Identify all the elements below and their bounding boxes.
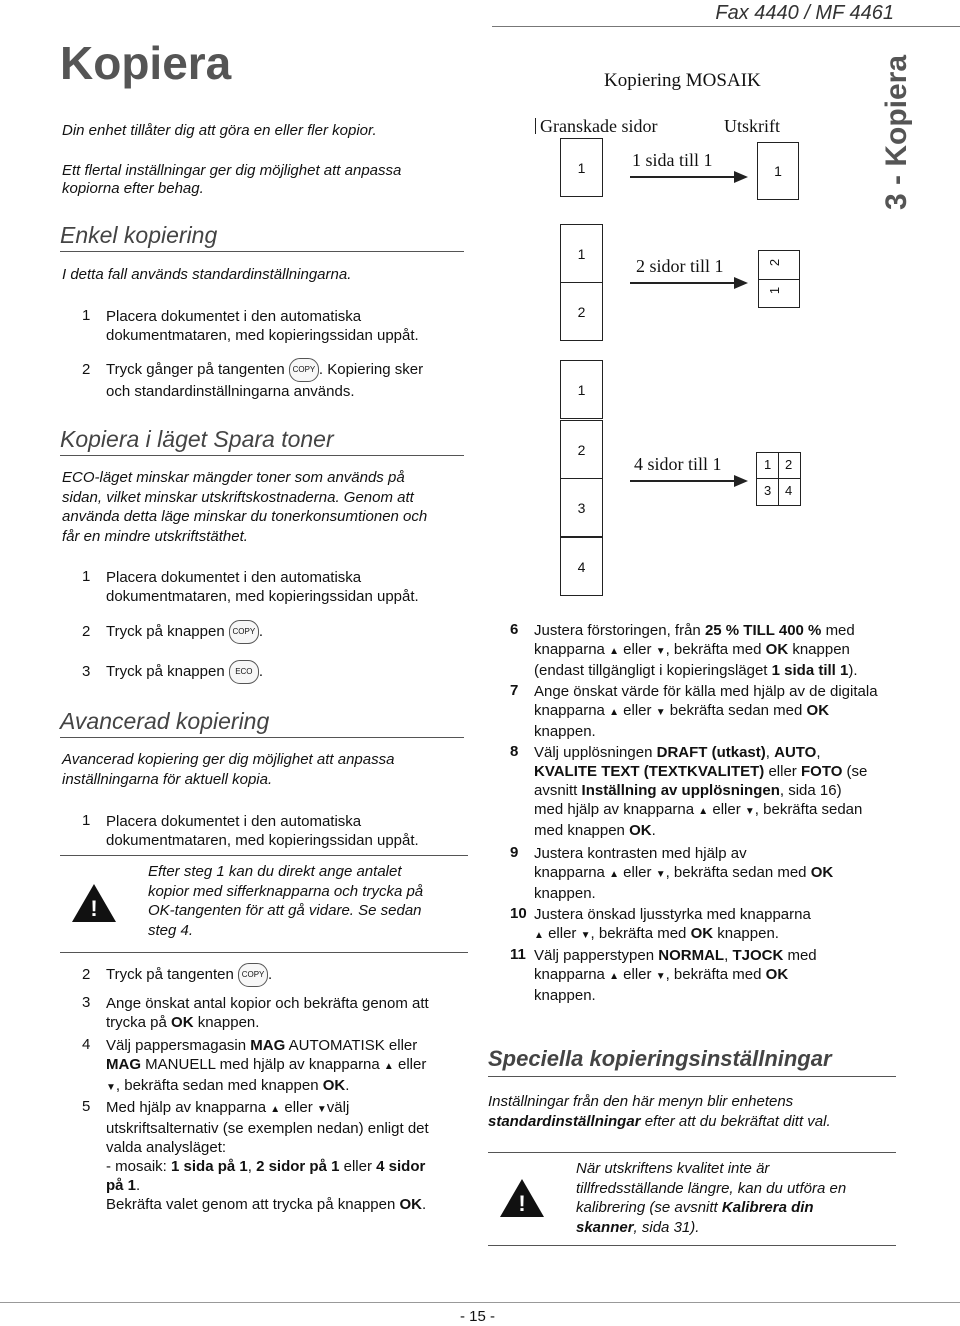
bold-term: AUTO [774, 744, 817, 761]
exclamation-glyph: ! [518, 1191, 526, 1216]
down-arrow-icon: ▼ [655, 869, 666, 880]
page-number: 4 [785, 483, 793, 498]
ok-label: OK [810, 864, 834, 881]
step-number: 8 [510, 743, 519, 760]
step-text: med [787, 947, 817, 964]
source-page [560, 138, 603, 197]
step-text: , bekräfta med [590, 925, 687, 942]
down-arrow-icon: ▼ [655, 707, 666, 718]
para-line: sidan, vilket minskar utskriftskostnaderna. Genom att [62, 488, 414, 506]
page-number: 1 [774, 163, 782, 179]
warning-line: steg 4. [148, 921, 194, 939]
bold-term: Kalibrera din [721, 1199, 814, 1216]
step-text: Tryck gånger på tangenten [106, 360, 285, 378]
step-text: eller [623, 641, 652, 658]
page-number: 1 [767, 286, 783, 295]
step-text: Med hjälp av knapparna [106, 1099, 267, 1116]
step-text: Tryck på knappen [106, 622, 225, 640]
step-number: 5 [82, 1098, 91, 1115]
ok-label: OK [765, 641, 789, 658]
step-text: Justera önskad ljusstyrka med knapparna [534, 906, 811, 923]
up-arrow-icon: ▲ [609, 869, 619, 880]
up-arrow-icon: ▲ [609, 707, 619, 718]
step-number: 10 [510, 905, 527, 922]
bold-term: 1 sida på 1 [171, 1158, 248, 1175]
step-item [82, 358, 482, 401]
source-page [560, 360, 603, 419]
ok-label: OK [629, 822, 652, 839]
para-line: Avancerad kopiering ger dig möjlighet att anpassa [62, 751, 395, 768]
step-text: knapparna [534, 966, 605, 983]
step-text: , bekräfta sedan [754, 801, 863, 818]
page-number: 3 [577, 499, 586, 516]
step-text: eller [623, 702, 652, 719]
para-line: Inställningar från den här menyn blir enhetens [488, 1093, 794, 1110]
bold-term: 25 % TILL 400 % [704, 622, 822, 639]
step-text: . Kopiering sker [318, 360, 424, 378]
step-text: knappen. [197, 1014, 260, 1031]
output-page [757, 142, 799, 200]
step-item [510, 621, 920, 680]
step-item [82, 620, 482, 644]
step-item [510, 844, 920, 903]
arrow-line [630, 176, 736, 178]
step-text: dokumentmataren, med kopieringssidan uppåt. [106, 327, 419, 344]
ok-label: OK [690, 925, 714, 942]
page-number: 2 [577, 441, 586, 458]
source-page [560, 224, 603, 283]
step-number: 3 [82, 994, 91, 1011]
step-item [510, 905, 920, 945]
ok-label: OK [171, 1014, 194, 1031]
page-number: 2 [577, 303, 586, 320]
bold-term: NORMAL [658, 947, 725, 964]
para-line: inställningarna för aktuell kopia. [62, 770, 273, 788]
down-arrow-icon: ▼ [580, 930, 591, 941]
step-text: knapparna [534, 702, 605, 719]
step-text: med hjälp av knapparna [534, 801, 695, 818]
step-text: eller [398, 1056, 427, 1073]
warning-line: När utskriftens kvalitet inte är [576, 1160, 770, 1177]
step-text: Välj papperstypen [534, 947, 655, 964]
step-text: (endast tillgängligt i kopieringsläget [534, 662, 768, 679]
step-text: trycka på [106, 1014, 167, 1031]
down-arrow-icon: ▼ [655, 646, 666, 657]
step-text: dokumentmataren, med kopieringssidan uppåt. [106, 588, 419, 605]
down-arrow-icon: ▼ [744, 806, 755, 817]
warning-line: kalibrering (se avsnitt [576, 1199, 718, 1216]
step-item [82, 307, 482, 345]
page-number-footer: - 15 - [460, 1308, 496, 1325]
product-name: Fax 4440 / MF 4461 [715, 2, 894, 24]
step-text: knappen [792, 641, 850, 658]
step-text: , bekräfta sedan med knappen [115, 1077, 319, 1094]
step-text: utskriftsalternativ (se exemplen nedan) enligt det [106, 1120, 429, 1137]
bold-term: TJOCK [732, 947, 784, 964]
warning-text [148, 862, 423, 940]
step-text: . [268, 965, 273, 983]
step-item: 5 Med hjälp av knapparna ▲ eller ▼välj utskriftsalternativ (se exemplen nedan) enligt det valda analysläget: - mosaik: 1 sida på 1, 2 sidor på 1 eller 4 sidor på 1. Bekräfta valet genom att trycka på knappen OK. [82, 1098, 429, 1213]
grid-divider [757, 478, 800, 479]
page-number: 1 [764, 457, 772, 472]
step-text: , sida 16) [779, 782, 842, 799]
step-text: (se [846, 763, 868, 780]
para-line: ECO-läget minskar mängder toner som används på [62, 469, 405, 486]
section-title-toner-save: Kopiera i läget Spara toner [60, 426, 464, 456]
bold-term: MAG [106, 1056, 141, 1073]
step-item: 8 Välj upplösningen DRAFT (utkast), AUTO, KVALITE TEXT (TEXTKVALITET) eller FOTO (se avsnitt Inställning av upplösningen, sida 16) med hjälp av knapparna ▲ eller ▼, bekräfta sedan med knappen OK. [510, 743, 868, 839]
arrow-line [630, 282, 736, 284]
step-text: Placera dokumentet i den automatiska [106, 308, 362, 325]
step-text: och standardinställningarna används. [106, 383, 355, 400]
step-number: 1 [82, 307, 91, 324]
diagram-col-label: Granskade sidor [540, 116, 658, 136]
source-page [560, 282, 603, 341]
page-number: 1 [577, 245, 586, 262]
source-page [560, 478, 603, 537]
step-text: , bekräfta sedan med [665, 864, 807, 881]
bold-term: Inställning av upplösningen [581, 782, 780, 799]
intro-text: Din enhet tillåter dig att göra en eller fler kopior. [62, 122, 377, 139]
up-arrow-icon: ▲ [698, 806, 709, 817]
warning-box [488, 1152, 896, 1246]
warning-line: Efter steg 1 kan du direkt ange antalet [148, 863, 402, 880]
para-line: efter att du bekräftat ditt val. [644, 1112, 831, 1130]
step-number: 2 [82, 361, 91, 378]
intro-text: Ett flertal inställningar ger dig möjlighet att anpassa [62, 162, 402, 179]
step-item [82, 963, 482, 987]
step-text: eller [623, 864, 652, 881]
step-text: , [724, 947, 729, 964]
page-number: 4 [577, 558, 586, 575]
step-text: välj [326, 1099, 350, 1116]
step-text: eller [548, 925, 577, 942]
step-text: valda analysläget: [106, 1139, 227, 1156]
bold-term: 2 sidor på 1 [256, 1158, 340, 1175]
step-item [82, 812, 482, 850]
source-page [560, 537, 603, 596]
page-number: 1 [577, 159, 586, 176]
step-text: AUTOMATISK eller [288, 1037, 418, 1054]
page-title: Kopiera [60, 37, 232, 89]
step-text: knappen. [717, 925, 779, 942]
output-page-grid [756, 452, 801, 506]
step-text: bekräfta sedan med [669, 702, 803, 719]
output-page-landscape [758, 250, 800, 308]
warning-line: kopior med sifferknapparna och trycka på [148, 882, 424, 900]
step-number: 2 [82, 623, 91, 640]
arrow-right-icon [734, 475, 748, 487]
step-text: Placera dokumentet i den automatiska [106, 569, 362, 586]
diagram-title: Kopiering MOSAIK [604, 70, 761, 91]
step-text: Tryck på knappen [106, 662, 225, 680]
source-page [560, 420, 603, 479]
step-number: 7 [510, 682, 519, 699]
bold-term: 1 sida till 1 [771, 662, 849, 679]
copy-key-icon: COPY [289, 358, 319, 382]
step-number: 3 [82, 663, 91, 680]
warning-line: tillfredsställande längre, kan du utföra en [576, 1179, 847, 1197]
step-number: 1 [82, 568, 91, 585]
step-text: . [258, 622, 264, 640]
section-title-simple-copy: Enkel kopiering [60, 222, 464, 252]
step-text: , bekräfta med [665, 641, 762, 658]
section-paragraph [62, 468, 472, 546]
step-item [82, 568, 482, 606]
warning-line: OK-tangenten för att gå vidare. Se sedan [148, 902, 422, 919]
step-text: Ange önskat värde för källa med hjälp av de digitala [534, 683, 878, 700]
ok-label: OK [399, 1196, 423, 1213]
step-text: knapparna [534, 864, 605, 881]
bold-term: på 1 [106, 1177, 137, 1194]
down-arrow-icon: ▼ [655, 971, 666, 982]
arrow-line [630, 480, 736, 482]
step-item: 4 Välj pappersmagasin MAG AUTOMATISK eller MAG MANUELL med hjälp av knapparna ▲ eller ▼, bekräfta sedan med knappen OK. [82, 1036, 427, 1094]
step-text: med knappen [534, 822, 625, 839]
down-arrow-icon: ▼ [106, 1082, 116, 1093]
chapter-tab: 3 - Kopiera [880, 54, 913, 210]
step-text: eller [712, 801, 741, 818]
up-arrow-icon: ▲ [534, 930, 544, 941]
bold-term: 4 sidor [376, 1158, 426, 1175]
warning-box [60, 855, 468, 953]
step-text: Ange önskat antal kopior och bekräfta genom att [106, 995, 429, 1012]
mosaic-option-label: 2 sidor till 1 [636, 256, 724, 276]
step-text: knappen. [534, 987, 596, 1004]
step-text: MANUELL med hjälp av knapparna [145, 1056, 380, 1073]
step-text: knappen. [534, 723, 596, 740]
step-text: , [247, 1158, 252, 1175]
section-title-special-settings: Speciella kopieringsinställningar [488, 1046, 896, 1077]
step-text: Välj pappersmagasin [106, 1037, 247, 1054]
ok-label: OK [765, 966, 789, 983]
step-text: , bekräfta med [665, 966, 762, 983]
copy-key-icon: COPY [238, 963, 268, 987]
step-text: - mosaik: [106, 1158, 167, 1175]
intro-text: kopiorna efter behag. [62, 180, 204, 197]
up-arrow-icon: ▲ [383, 1061, 394, 1072]
step-number: 9 [510, 844, 519, 861]
grid-divider [778, 453, 779, 505]
step-item [510, 946, 920, 1005]
step-text: Välj upplösningen [534, 744, 653, 761]
arrow-right-icon [734, 277, 748, 289]
step-text: eller [343, 1158, 372, 1175]
up-arrow-icon: ▲ [270, 1104, 281, 1115]
step-number: 2 [82, 966, 91, 983]
step-number: 11 [510, 946, 526, 963]
step-text: Justera kontrasten med hjälp av [534, 845, 747, 862]
warning-line: , sida 31). [633, 1218, 700, 1236]
step-text: knappen. [534, 885, 596, 902]
step-text: Placera dokumentet i den automatiska [106, 813, 362, 830]
up-arrow-icon: ▲ [609, 971, 619, 982]
bold-term: skanner [576, 1218, 634, 1236]
page-number: 3 [764, 483, 772, 498]
arrow-right-icon [734, 171, 748, 183]
bold-term: FOTO [800, 763, 843, 780]
exclamation-glyph: ! [90, 896, 98, 921]
bold-term: KVALITE TEXT (TEXTKVALITET) [534, 763, 765, 780]
ok-label: OK [322, 1077, 346, 1094]
step-item [82, 660, 482, 684]
footer-rule [0, 1302, 960, 1303]
step-item [510, 682, 920, 741]
step-text: , [816, 744, 821, 761]
page-divider [759, 279, 799, 280]
step-text: ). [848, 662, 858, 679]
step-text: Justera förstoringen, från [534, 622, 701, 639]
mosaic-option-label: 1 sida till 1 [632, 150, 713, 170]
up-arrow-icon: ▲ [609, 646, 619, 657]
step-text: Tryck på tangenten [106, 965, 234, 983]
bold-term: standardinställningar [488, 1112, 641, 1130]
step-number: 4 [82, 1036, 91, 1053]
section-intro: I detta fall används standardinställningarna. [62, 266, 352, 283]
step-text: Bekräfta valet genom att trycka på knappen [106, 1196, 396, 1213]
bold-term: MAG [250, 1037, 286, 1054]
section-paragraph [62, 750, 394, 789]
step-text: dokumentmataren, med kopieringssidan uppåt. [106, 832, 419, 849]
diagram-col-label: Utskrift [724, 116, 780, 136]
step-number: 1 [82, 812, 91, 829]
step-number: 6 [510, 621, 519, 638]
bold-term: DRAFT (utkast) [656, 744, 766, 761]
step-text: med [825, 622, 855, 639]
ok-label: OK [806, 702, 830, 719]
diagram-tick [535, 118, 536, 134]
mosaic-option-label: 4 sidor till 1 [634, 454, 722, 474]
step-text: eller [623, 966, 652, 983]
page-number: 2 [785, 457, 793, 472]
para-line: får en mindre utskriftstäthet. [62, 527, 248, 545]
step-item [82, 994, 482, 1032]
eco-key-icon: ECO [229, 660, 259, 684]
page-number: 2 [767, 258, 783, 267]
step-text: eller [768, 763, 797, 780]
step-text: . [258, 662, 264, 680]
step-text: knapparna [534, 641, 605, 658]
step-text: , [765, 744, 770, 761]
step-text: eller [284, 1099, 313, 1116]
page-number: 1 [577, 381, 586, 398]
copy-key-icon: COPY [229, 620, 259, 644]
section-title-advanced-copy: Avancerad kopiering [60, 708, 464, 738]
down-arrow-icon: ▼ [316, 1104, 327, 1115]
warning-text [576, 1159, 846, 1237]
section-paragraph [488, 1092, 831, 1131]
step-text: avsnitt [534, 782, 578, 799]
para-line: använda detta läge minskar du tonerkonsumtionen och [62, 508, 428, 525]
